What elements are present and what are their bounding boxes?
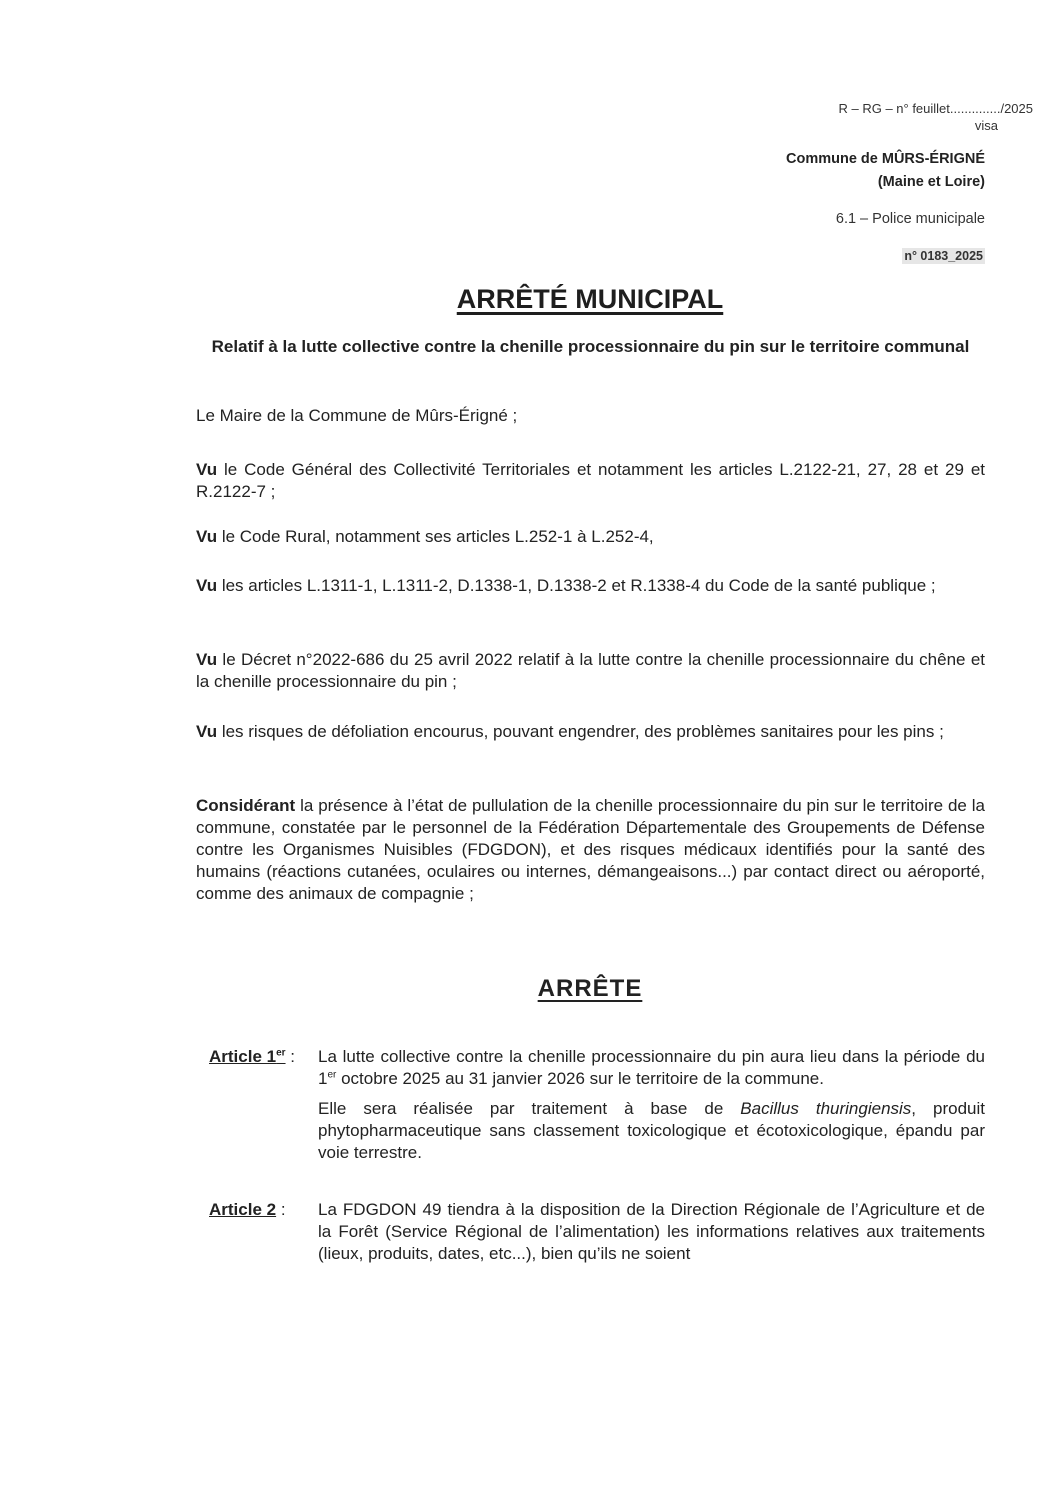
- page-title: ARRÊTÉ MUNICIPAL: [456, 284, 724, 314]
- arrete-heading: ARRÊTE: [537, 975, 643, 1002]
- department-name: (Maine et Loire): [877, 174, 985, 190]
- article-label-text: Article 1: [209, 1047, 277, 1066]
- article-text: Elle sera réalisée par traitement à base de: [318, 1099, 741, 1118]
- page-subtitle: Relatif à la lutte collective contre la chenille processionnaire du pin sur le territoire communal: [211, 337, 970, 356]
- consideration-text: la présence à l’état de pullulation de la chenille processionnaire du pin sur le territoire de la commune, constatée par le personnel de la Fédération Départementale des Groupements de Défense contre les Organismes Nuisibles (FDGDON), et des risques médicaux identifiés pour la santé des humains (réactions cutanées, oculaires ou internes, démangeaisons...) par contact direct ou aéroporté, comme des animaux de compagnie ;: [196, 796, 985, 903]
- consideration-text: le Code Rural, notamment ses articles L.252-1 à L.252-4,: [217, 527, 654, 546]
- article-text: octobre 2025 au 31 janvier 2026 sur le territoire de la commune.: [336, 1069, 824, 1088]
- article-colon: :: [285, 1047, 295, 1066]
- article-text: , produit phytopharmaceutique sans classement toxicologique et écotoxicologique, épandu par voie terrestre.: [318, 1099, 985, 1162]
- consideration-paragraph: [196, 795, 985, 905]
- article-2-heading: [209, 1199, 286, 1221]
- preamble: Le Maire de la Commune de Mûrs-Érigné ;: [196, 406, 518, 425]
- consideration-lead: Vu: [196, 460, 218, 479]
- visa-label: visa: [974, 118, 998, 133]
- consideration-lead: Vu: [196, 527, 218, 546]
- service-label: 6.1 – Police municipale: [835, 211, 985, 227]
- article-label: [209, 1047, 286, 1066]
- article-text: La lutte collective contre la chenille processionnaire du pin aura lieu dans la période du 1: [318, 1047, 985, 1088]
- article-sup: er: [327, 1069, 337, 1081]
- consideration-paragraph: [196, 721, 985, 743]
- article-label-sup: er: [276, 1047, 286, 1059]
- commune-name: Commune de MÛRS-ÉRIGNÉ: [786, 151, 985, 167]
- consideration-paragraph: [196, 526, 985, 548]
- consideration-text: les articles L.1311-1, L.1311-2, D.1338-1, D.1338-2 et R.1338-4 du Code de la santé publique ;: [217, 576, 936, 595]
- consideration-text: le Décret n°2022-686 du 25 avril 2022 relatif à la lutte contre la chenille processionnaire du chêne et la chenille processionnaire du pin ;: [196, 650, 985, 691]
- article-colon: :: [276, 1200, 286, 1219]
- article-paragraph: [318, 1046, 985, 1090]
- consideration-lead: Vu: [196, 650, 218, 669]
- consideration-paragraph: [196, 649, 985, 693]
- consideration-lead: Considérant: [196, 796, 296, 815]
- article-label: Article 2: [209, 1200, 277, 1219]
- consideration-paragraph: [196, 459, 985, 503]
- consideration-paragraph: [196, 575, 985, 597]
- article-2-body: [318, 1199, 985, 1273]
- article-1-body: [318, 1046, 985, 1172]
- article-paragraph: La FDGDON 49 tiendra à la disposition de la Direction Régionale de l’Agriculture et de la Forêt (Service Régional de l’alimentation) les informations relatives aux traitements (lieux, produits, dates, etc...), bien qu’ils ne soient: [318, 1200, 985, 1263]
- consideration-text: les risques de défoliation encourus, pouvant engendrer, des problèmes sanitaires pour les pins ;: [217, 722, 944, 741]
- article-paragraph: [318, 1098, 985, 1164]
- article-1-heading: [209, 1046, 295, 1068]
- consideration-lead: Vu: [196, 722, 218, 741]
- consideration-text: le Code Général des Collectivité Territoriales et notamment les articles L.2122-21, 27, 28 et 29 et R.2122-7 ;: [196, 460, 985, 501]
- reference-line: R – RG – n° feuillet............../2025: [838, 101, 1033, 116]
- consideration-lead: Vu: [196, 576, 218, 595]
- species-name: Bacillus thuringiensis: [740, 1099, 912, 1118]
- arrete-number: n° 0183_2025: [904, 249, 983, 263]
